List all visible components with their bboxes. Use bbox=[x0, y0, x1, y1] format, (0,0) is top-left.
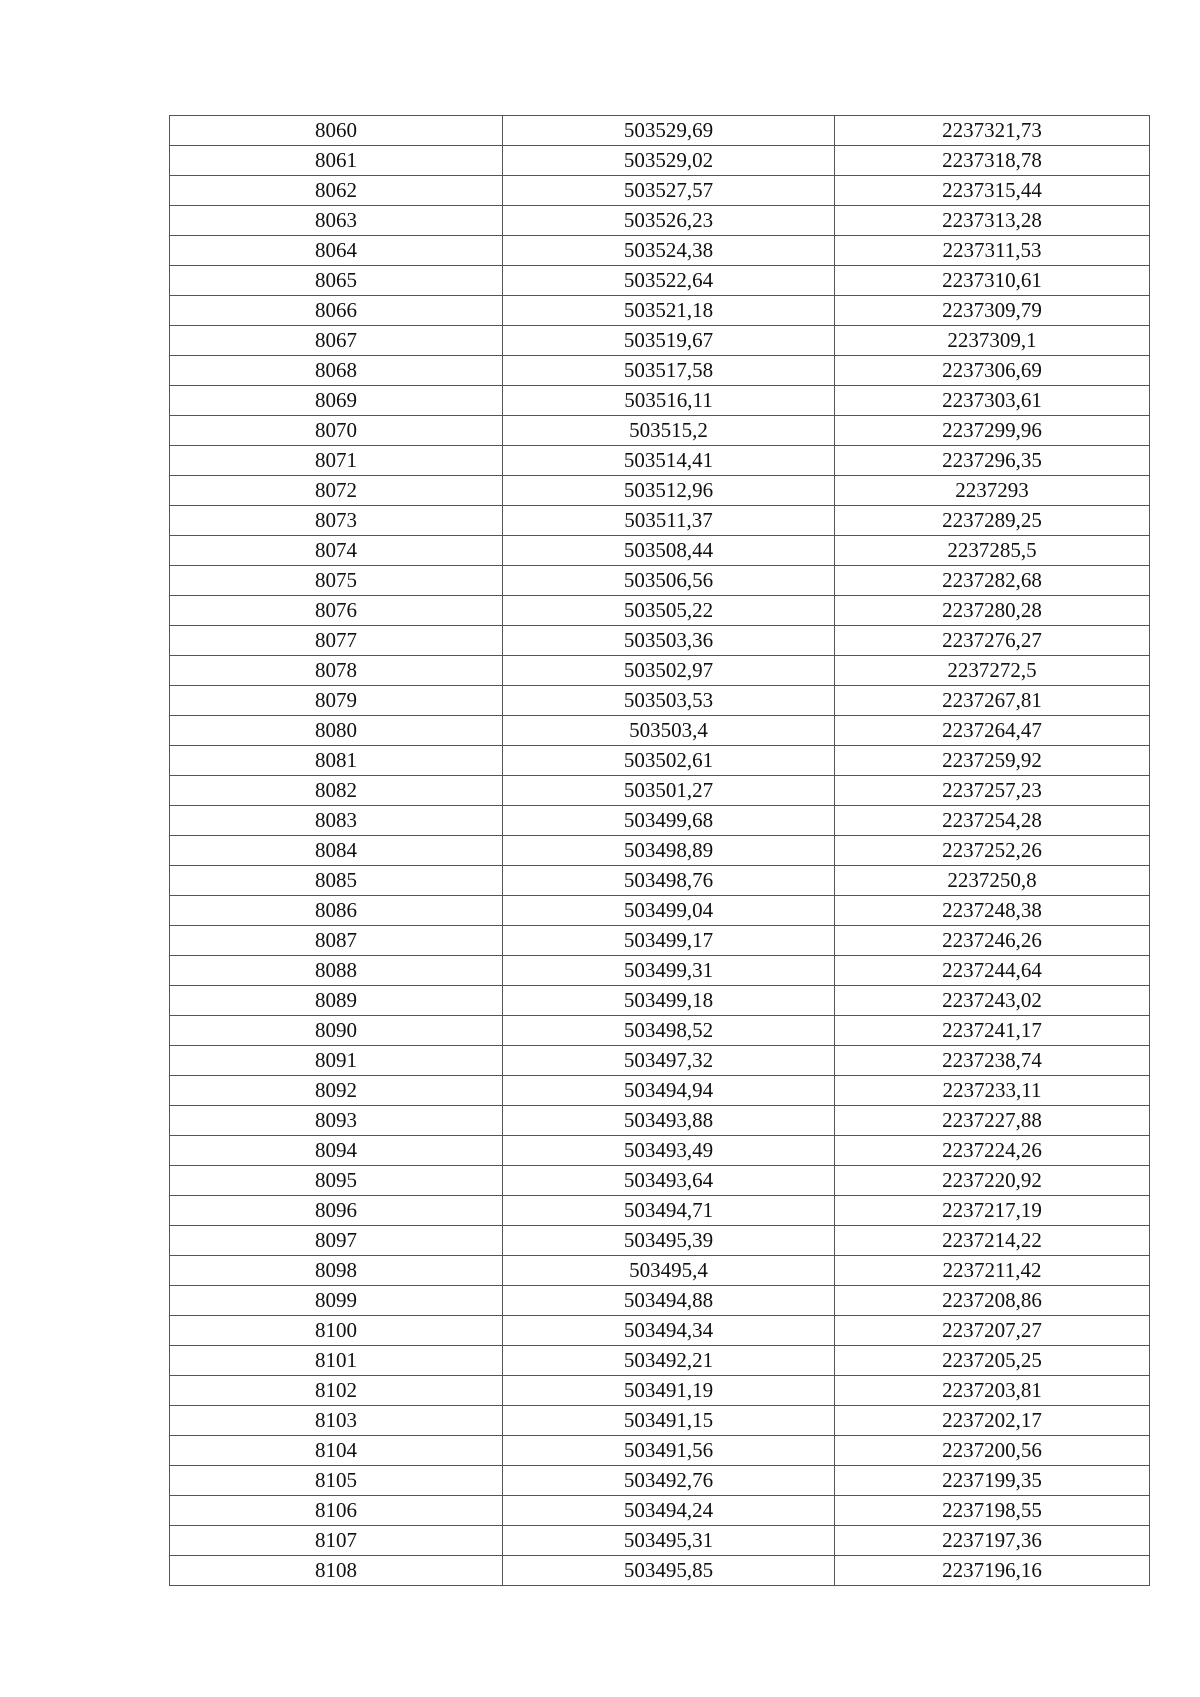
table-row bbox=[170, 716, 1150, 746]
y-coordinate-cell: 2237199,35 bbox=[835, 1466, 1150, 1496]
y-coordinate-cell: 2237282,68 bbox=[835, 566, 1150, 596]
x-coordinate-cell: 503499,17 bbox=[503, 926, 835, 956]
point-number-cell: 8073 bbox=[170, 506, 503, 536]
point-number-cell: 8082 bbox=[170, 776, 503, 806]
table-row bbox=[170, 1256, 1150, 1286]
point-number-cell: 8100 bbox=[170, 1316, 503, 1346]
y-coordinate-cell: 2237309,1 bbox=[835, 326, 1150, 356]
point-number-cell: 8099 bbox=[170, 1286, 503, 1316]
point-number-cell: 8084 bbox=[170, 836, 503, 866]
table-row bbox=[170, 356, 1150, 386]
table-row bbox=[170, 866, 1150, 896]
point-number-cell: 8094 bbox=[170, 1136, 503, 1166]
x-coordinate-cell: 503508,44 bbox=[503, 536, 835, 566]
x-coordinate-cell: 503505,22 bbox=[503, 596, 835, 626]
point-number-cell: 8075 bbox=[170, 566, 503, 596]
table-row bbox=[170, 266, 1150, 296]
x-coordinate-cell: 503492,76 bbox=[503, 1466, 835, 1496]
table-row bbox=[170, 1166, 1150, 1196]
y-coordinate-cell: 2237248,38 bbox=[835, 896, 1150, 926]
table-row bbox=[170, 146, 1150, 176]
point-number-cell: 8067 bbox=[170, 326, 503, 356]
y-coordinate-cell: 2237276,27 bbox=[835, 626, 1150, 656]
y-coordinate-cell: 2237310,61 bbox=[835, 266, 1150, 296]
table-row bbox=[170, 686, 1150, 716]
point-number-cell: 8060 bbox=[170, 116, 503, 146]
y-coordinate-cell: 2237318,78 bbox=[835, 146, 1150, 176]
y-coordinate-cell: 2237200,56 bbox=[835, 1436, 1150, 1466]
x-coordinate-cell: 503512,96 bbox=[503, 476, 835, 506]
table-row bbox=[170, 1376, 1150, 1406]
table-row bbox=[170, 1286, 1150, 1316]
point-number-cell: 8072 bbox=[170, 476, 503, 506]
x-coordinate-cell: 503524,38 bbox=[503, 236, 835, 266]
x-coordinate-cell: 503495,31 bbox=[503, 1526, 835, 1556]
table-row bbox=[170, 116, 1150, 146]
table-row bbox=[170, 1196, 1150, 1226]
table-row bbox=[170, 1466, 1150, 1496]
y-coordinate-cell: 2237299,96 bbox=[835, 416, 1150, 446]
y-coordinate-cell: 2237203,81 bbox=[835, 1376, 1150, 1406]
x-coordinate-cell: 503498,89 bbox=[503, 836, 835, 866]
table-row bbox=[170, 1076, 1150, 1106]
y-coordinate-cell: 2237197,36 bbox=[835, 1526, 1150, 1556]
x-coordinate-cell: 503503,4 bbox=[503, 716, 835, 746]
table-row bbox=[170, 986, 1150, 1016]
x-coordinate-cell: 503495,39 bbox=[503, 1226, 835, 1256]
table-row bbox=[170, 656, 1150, 686]
point-number-cell: 8095 bbox=[170, 1166, 503, 1196]
x-coordinate-cell: 503526,23 bbox=[503, 206, 835, 236]
y-coordinate-cell: 2237198,55 bbox=[835, 1496, 1150, 1526]
x-coordinate-cell: 503498,76 bbox=[503, 866, 835, 896]
y-coordinate-cell: 2237250,8 bbox=[835, 866, 1150, 896]
x-coordinate-cell: 503506,56 bbox=[503, 566, 835, 596]
point-number-cell: 8088 bbox=[170, 956, 503, 986]
point-number-cell: 8091 bbox=[170, 1046, 503, 1076]
x-coordinate-cell: 503501,27 bbox=[503, 776, 835, 806]
x-coordinate-cell: 503497,32 bbox=[503, 1046, 835, 1076]
table-row bbox=[170, 746, 1150, 776]
table-row bbox=[170, 1016, 1150, 1046]
x-coordinate-cell: 503503,36 bbox=[503, 626, 835, 656]
y-coordinate-cell: 2237280,28 bbox=[835, 596, 1150, 626]
x-coordinate-cell: 503494,88 bbox=[503, 1286, 835, 1316]
y-coordinate-cell: 2237296,35 bbox=[835, 446, 1150, 476]
point-number-cell: 8101 bbox=[170, 1346, 503, 1376]
table-row bbox=[170, 1226, 1150, 1256]
table-row bbox=[170, 1316, 1150, 1346]
point-number-cell: 8080 bbox=[170, 716, 503, 746]
y-coordinate-cell: 2237227,88 bbox=[835, 1106, 1150, 1136]
y-coordinate-cell: 2237285,5 bbox=[835, 536, 1150, 566]
x-coordinate-cell: 503494,34 bbox=[503, 1316, 835, 1346]
table-row bbox=[170, 1346, 1150, 1376]
point-number-cell: 8074 bbox=[170, 536, 503, 566]
y-coordinate-cell: 2237233,11 bbox=[835, 1076, 1150, 1106]
table-row bbox=[170, 1496, 1150, 1526]
point-number-cell: 8102 bbox=[170, 1376, 503, 1406]
x-coordinate-cell: 503493,88 bbox=[503, 1106, 835, 1136]
y-coordinate-cell: 2237211,42 bbox=[835, 1256, 1150, 1286]
y-coordinate-cell: 2237252,26 bbox=[835, 836, 1150, 866]
x-coordinate-cell: 503499,68 bbox=[503, 806, 835, 836]
point-number-cell: 8096 bbox=[170, 1196, 503, 1226]
table-row bbox=[170, 506, 1150, 536]
x-coordinate-cell: 503516,11 bbox=[503, 386, 835, 416]
point-number-cell: 8104 bbox=[170, 1436, 503, 1466]
y-coordinate-cell: 2237208,86 bbox=[835, 1286, 1150, 1316]
x-coordinate-cell: 503502,61 bbox=[503, 746, 835, 776]
point-number-cell: 8107 bbox=[170, 1526, 503, 1556]
table-row bbox=[170, 236, 1150, 266]
x-coordinate-cell: 503492,21 bbox=[503, 1346, 835, 1376]
table-row bbox=[170, 896, 1150, 926]
table-row bbox=[170, 776, 1150, 806]
y-coordinate-cell: 2237257,23 bbox=[835, 776, 1150, 806]
x-coordinate-cell: 503494,24 bbox=[503, 1496, 835, 1526]
point-number-cell: 8081 bbox=[170, 746, 503, 776]
point-number-cell: 8077 bbox=[170, 626, 503, 656]
y-coordinate-cell: 2237241,17 bbox=[835, 1016, 1150, 1046]
x-coordinate-cell: 503519,67 bbox=[503, 326, 835, 356]
point-number-cell: 8097 bbox=[170, 1226, 503, 1256]
coordinates-table-body bbox=[170, 116, 1150, 1586]
x-coordinate-cell: 503495,85 bbox=[503, 1556, 835, 1586]
point-number-cell: 8076 bbox=[170, 596, 503, 626]
table-row bbox=[170, 386, 1150, 416]
table-row bbox=[170, 446, 1150, 476]
x-coordinate-cell: 503498,52 bbox=[503, 1016, 835, 1046]
y-coordinate-cell: 2237311,53 bbox=[835, 236, 1150, 266]
table-row bbox=[170, 956, 1150, 986]
x-coordinate-cell: 503494,94 bbox=[503, 1076, 835, 1106]
y-coordinate-cell: 2237321,73 bbox=[835, 116, 1150, 146]
point-number-cell: 8068 bbox=[170, 356, 503, 386]
y-coordinate-cell: 2237259,92 bbox=[835, 746, 1150, 776]
point-number-cell: 8064 bbox=[170, 236, 503, 266]
point-number-cell: 8086 bbox=[170, 896, 503, 926]
point-number-cell: 8066 bbox=[170, 296, 503, 326]
x-coordinate-cell: 503499,18 bbox=[503, 986, 835, 1016]
point-number-cell: 8098 bbox=[170, 1256, 503, 1286]
point-number-cell: 8093 bbox=[170, 1106, 503, 1136]
x-coordinate-cell: 503499,04 bbox=[503, 896, 835, 926]
y-coordinate-cell: 2237264,47 bbox=[835, 716, 1150, 746]
table-row bbox=[170, 296, 1150, 326]
table-row bbox=[170, 1526, 1150, 1556]
table-row bbox=[170, 176, 1150, 206]
y-coordinate-cell: 2237205,25 bbox=[835, 1346, 1150, 1376]
table-row bbox=[170, 1436, 1150, 1466]
x-coordinate-cell: 503502,97 bbox=[503, 656, 835, 686]
x-coordinate-cell: 503522,64 bbox=[503, 266, 835, 296]
y-coordinate-cell: 2237244,64 bbox=[835, 956, 1150, 986]
point-number-cell: 8083 bbox=[170, 806, 503, 836]
x-coordinate-cell: 503515,2 bbox=[503, 416, 835, 446]
table-row bbox=[170, 926, 1150, 956]
point-number-cell: 8078 bbox=[170, 656, 503, 686]
table-row bbox=[170, 476, 1150, 506]
point-number-cell: 8090 bbox=[170, 1016, 503, 1046]
table-row bbox=[170, 806, 1150, 836]
y-coordinate-cell: 2237313,28 bbox=[835, 206, 1150, 236]
y-coordinate-cell: 2237220,92 bbox=[835, 1166, 1150, 1196]
y-coordinate-cell: 2237238,74 bbox=[835, 1046, 1150, 1076]
x-coordinate-cell: 503517,58 bbox=[503, 356, 835, 386]
table-row bbox=[170, 1136, 1150, 1166]
table-row bbox=[170, 1406, 1150, 1436]
x-coordinate-cell: 503529,69 bbox=[503, 116, 835, 146]
y-coordinate-cell: 2237224,26 bbox=[835, 1136, 1150, 1166]
point-number-cell: 8065 bbox=[170, 266, 503, 296]
x-coordinate-cell: 503499,31 bbox=[503, 956, 835, 986]
point-number-cell: 8106 bbox=[170, 1496, 503, 1526]
point-number-cell: 8071 bbox=[170, 446, 503, 476]
point-number-cell: 8079 bbox=[170, 686, 503, 716]
point-number-cell: 8087 bbox=[170, 926, 503, 956]
y-coordinate-cell: 2237214,22 bbox=[835, 1226, 1150, 1256]
x-coordinate-cell: 503493,49 bbox=[503, 1136, 835, 1166]
point-number-cell: 8085 bbox=[170, 866, 503, 896]
y-coordinate-cell: 2237202,17 bbox=[835, 1406, 1150, 1436]
table-row bbox=[170, 626, 1150, 656]
table-row bbox=[170, 1556, 1150, 1586]
x-coordinate-cell: 503491,56 bbox=[503, 1436, 835, 1466]
table-row bbox=[170, 206, 1150, 236]
table-row bbox=[170, 416, 1150, 446]
table-row bbox=[170, 566, 1150, 596]
point-number-cell: 8103 bbox=[170, 1406, 503, 1436]
y-coordinate-cell: 2237243,02 bbox=[835, 986, 1150, 1016]
point-number-cell: 8062 bbox=[170, 176, 503, 206]
x-coordinate-cell: 503527,57 bbox=[503, 176, 835, 206]
x-coordinate-cell: 503511,37 bbox=[503, 506, 835, 536]
y-coordinate-cell: 2237289,25 bbox=[835, 506, 1150, 536]
y-coordinate-cell: 2237303,61 bbox=[835, 386, 1150, 416]
y-coordinate-cell: 2237309,79 bbox=[835, 296, 1150, 326]
table-row bbox=[170, 1106, 1150, 1136]
x-coordinate-cell: 503521,18 bbox=[503, 296, 835, 326]
x-coordinate-cell: 503495,4 bbox=[503, 1256, 835, 1286]
y-coordinate-cell: 2237293 bbox=[835, 476, 1150, 506]
coordinates-table bbox=[169, 115, 1150, 1586]
table-row bbox=[170, 536, 1150, 566]
y-coordinate-cell: 2237306,69 bbox=[835, 356, 1150, 386]
x-coordinate-cell: 503494,71 bbox=[503, 1196, 835, 1226]
table-row bbox=[170, 1046, 1150, 1076]
point-number-cell: 8089 bbox=[170, 986, 503, 1016]
point-number-cell: 8070 bbox=[170, 416, 503, 446]
y-coordinate-cell: 2237207,27 bbox=[835, 1316, 1150, 1346]
point-number-cell: 8061 bbox=[170, 146, 503, 176]
y-coordinate-cell: 2237254,28 bbox=[835, 806, 1150, 836]
y-coordinate-cell: 2237246,26 bbox=[835, 926, 1150, 956]
y-coordinate-cell: 2237315,44 bbox=[835, 176, 1150, 206]
point-number-cell: 8092 bbox=[170, 1076, 503, 1106]
point-number-cell: 8105 bbox=[170, 1466, 503, 1496]
y-coordinate-cell: 2237272,5 bbox=[835, 656, 1150, 686]
x-coordinate-cell: 503491,19 bbox=[503, 1376, 835, 1406]
x-coordinate-cell: 503493,64 bbox=[503, 1166, 835, 1196]
x-coordinate-cell: 503529,02 bbox=[503, 146, 835, 176]
point-number-cell: 8063 bbox=[170, 206, 503, 236]
table-row bbox=[170, 836, 1150, 866]
x-coordinate-cell: 503491,15 bbox=[503, 1406, 835, 1436]
y-coordinate-cell: 2237196,16 bbox=[835, 1556, 1150, 1586]
table-row bbox=[170, 326, 1150, 356]
y-coordinate-cell: 2237217,19 bbox=[835, 1196, 1150, 1226]
point-number-cell: 8108 bbox=[170, 1556, 503, 1586]
table-row bbox=[170, 596, 1150, 626]
y-coordinate-cell: 2237267,81 bbox=[835, 686, 1150, 716]
x-coordinate-cell: 503514,41 bbox=[503, 446, 835, 476]
point-number-cell: 8069 bbox=[170, 386, 503, 416]
x-coordinate-cell: 503503,53 bbox=[503, 686, 835, 716]
